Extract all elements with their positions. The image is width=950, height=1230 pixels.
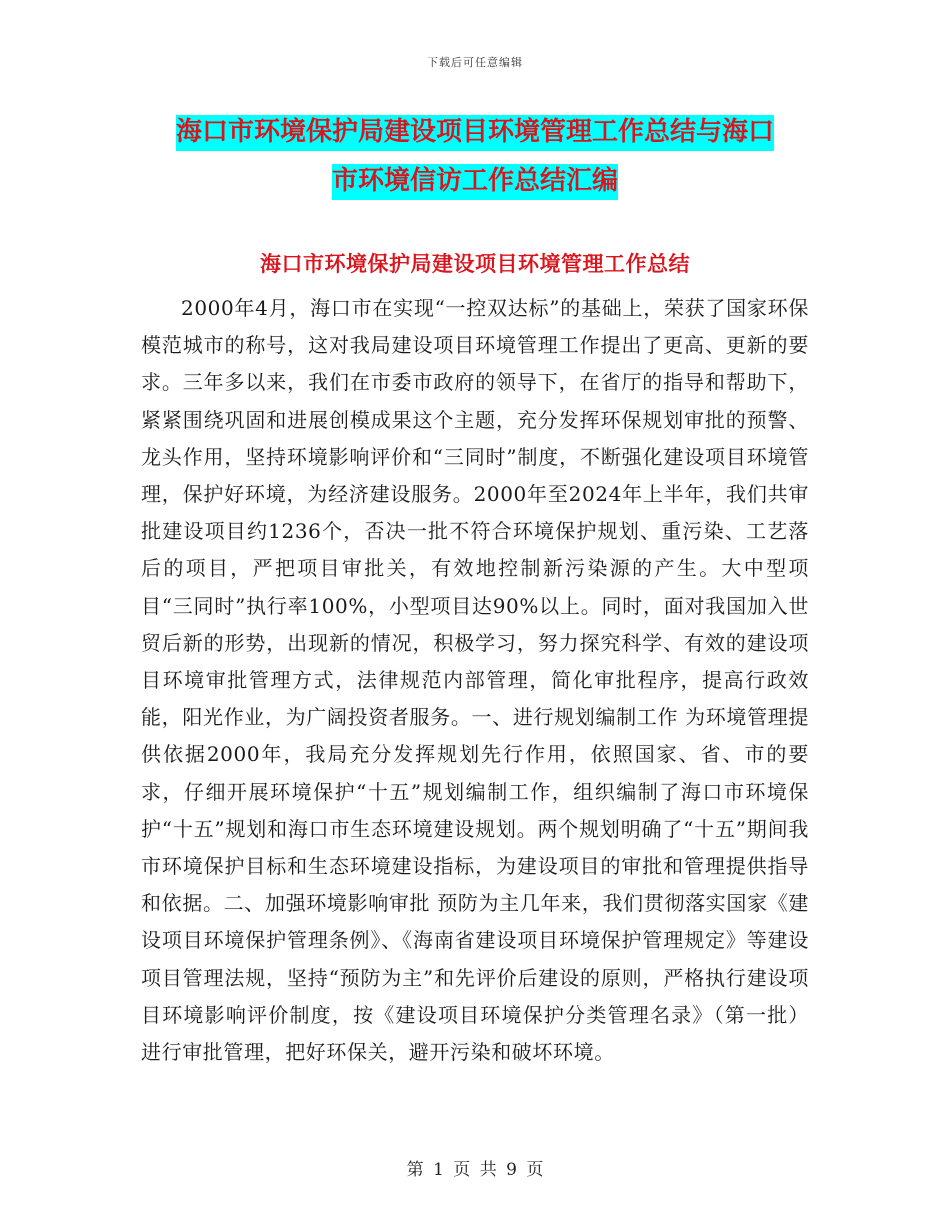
header-note: 下载后可任意编辑: [427, 56, 523, 69]
document-title-line-2: 市环境信访工作总结汇编: [332, 164, 618, 200]
document-title-line-1: 海口市环境保护局建设项目环境管理工作总结与海口: [176, 115, 774, 151]
body-paragraph: 2000年4月，海口市在实现“一控双达标”的基础上，荣获了国家环保模范城市的称号，这对我局建设项目环境管理工作提出了更高、更新的要求。三年多以来，我们在市委市政府的领导下，在省厅的指导和帮助下，紧紧围绕巩固和进展创模成果这个主题，充分发挥环保规划审批的预警、龙头作用，坚持环境影响评价和“三同时”制度，不断强化建设项目环境管理，保护好环境，为经济建设服务。2000年至2024年上半年，我们共审批建设项目约1236个，否决一批不符合环境保护规划、重污染、工艺落后的项目，严把项目审批关，有效地控制新污染源的产生。大中型项目“三同时”执行率100%，小型项目达90%以上。同时，面对我国加入世贸后新的形势，出现新的情况，积极学习，努力探究科学、有效的建设项目环境审批管理方式，法律规范内部管理，简化审批程序，提高行政效能，阳光作业，为广阔投资者服务。一、进行规划编制工作 为环境管理提供依据2000年，我局充分发挥规划先行作用，依照国家、省、市的要求，仔细开展环境保护“十五”规划编制工作，组织编制了海口市环境保护“十五”规划和海口市生态环境建设规划。两个规划明确了“十五”期间我市环境保护目标和生态环境建设指标，为建设项目的审批和管理提供指导和依据。二、加强环境影响审批 预防为主几年来，我们贯彻落实国家《建设项目环境保护管理条例》、《海南省建设项目环境保护管理规定》等建设项目管理法规，坚持“预防为主”和先评价后建设的原则，严格执行建设项目环境影响评价制度，按《建设项目环境保护分类管理名录》（第一批）进行审批管理，把好环保关，避开污染和破坏环境。: [141, 296, 809, 1065]
page-number-footer: 第 1 页 共 9 页: [406, 1160, 544, 1180]
document-title: [0, 108, 950, 206]
section-title: 海口市环境保护局建设项目环境管理工作总结: [260, 251, 690, 276]
